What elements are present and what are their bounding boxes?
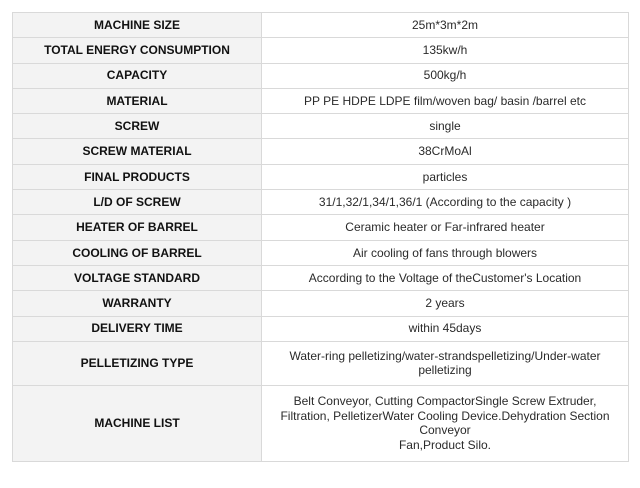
table-row: [13, 316, 629, 341]
spec-label: CAPACITY: [13, 63, 262, 88]
table-row: [13, 164, 629, 189]
spec-value: Belt Conveyor, Cutting CompactorSingle Screw Extruder, Filtration, PelletizerWater Cooling Device.Dehydration Section Conveyor Fan,Product Silo.: [262, 385, 629, 461]
table-row: [13, 265, 629, 290]
spec-label: DELIVERY TIME: [13, 316, 262, 341]
spec-label: SCREW MATERIAL: [13, 139, 262, 164]
spec-label: VOLTAGE STANDARD: [13, 265, 262, 290]
spec-value: 25m*3m*2m: [262, 13, 629, 38]
spec-value: Water-ring pelletizing/water-strandspelletizing/Under-water pelletizing: [262, 341, 629, 385]
spec-label: FINAL PRODUCTS: [13, 164, 262, 189]
table-row: [13, 114, 629, 139]
specification-table: [12, 12, 629, 462]
table-row: [13, 38, 629, 63]
spec-value: According to the Voltage of theCustomer's Location: [262, 265, 629, 290]
table-row: [13, 139, 629, 164]
spec-value: particles: [262, 164, 629, 189]
spec-label: L/D OF SCREW: [13, 190, 262, 215]
table-row: [13, 240, 629, 265]
spec-label: HEATER OF BARREL: [13, 215, 262, 240]
spec-value: single: [262, 114, 629, 139]
spec-value: 38CrMoAl: [262, 139, 629, 164]
spec-value: within 45days: [262, 316, 629, 341]
spec-label: MACHINE LIST: [13, 385, 262, 461]
spec-value: PP PE HDPE LDPE film/woven bag/ basin /barrel etc: [262, 88, 629, 113]
spec-label: MATERIAL: [13, 88, 262, 113]
spec-value: Air cooling of fans through blowers: [262, 240, 629, 265]
spec-value: 2 years: [262, 291, 629, 316]
spec-value: 500kg/h: [262, 63, 629, 88]
spec-value: 135kw/h: [262, 38, 629, 63]
table-row: [13, 13, 629, 38]
spec-value: Ceramic heater or Far-infrared heater: [262, 215, 629, 240]
table-row: [13, 190, 629, 215]
table-row: [13, 88, 629, 113]
spec-label: WARRANTY: [13, 291, 262, 316]
table-row: [13, 291, 629, 316]
spec-table-container: [12, 12, 628, 462]
spec-label: MACHINE SIZE: [13, 13, 262, 38]
spec-value: 31/1,32/1,34/1,36/1 (According to the capacity ): [262, 190, 629, 215]
spec-label: TOTAL ENERGY CONSUMPTION: [13, 38, 262, 63]
table-row: [13, 215, 629, 240]
table-row: [13, 341, 629, 385]
spec-label: SCREW: [13, 114, 262, 139]
spec-label: COOLING OF BARREL: [13, 240, 262, 265]
spec-label: PELLETIZING TYPE: [13, 341, 262, 385]
table-row: [13, 385, 629, 461]
table-row: [13, 63, 629, 88]
